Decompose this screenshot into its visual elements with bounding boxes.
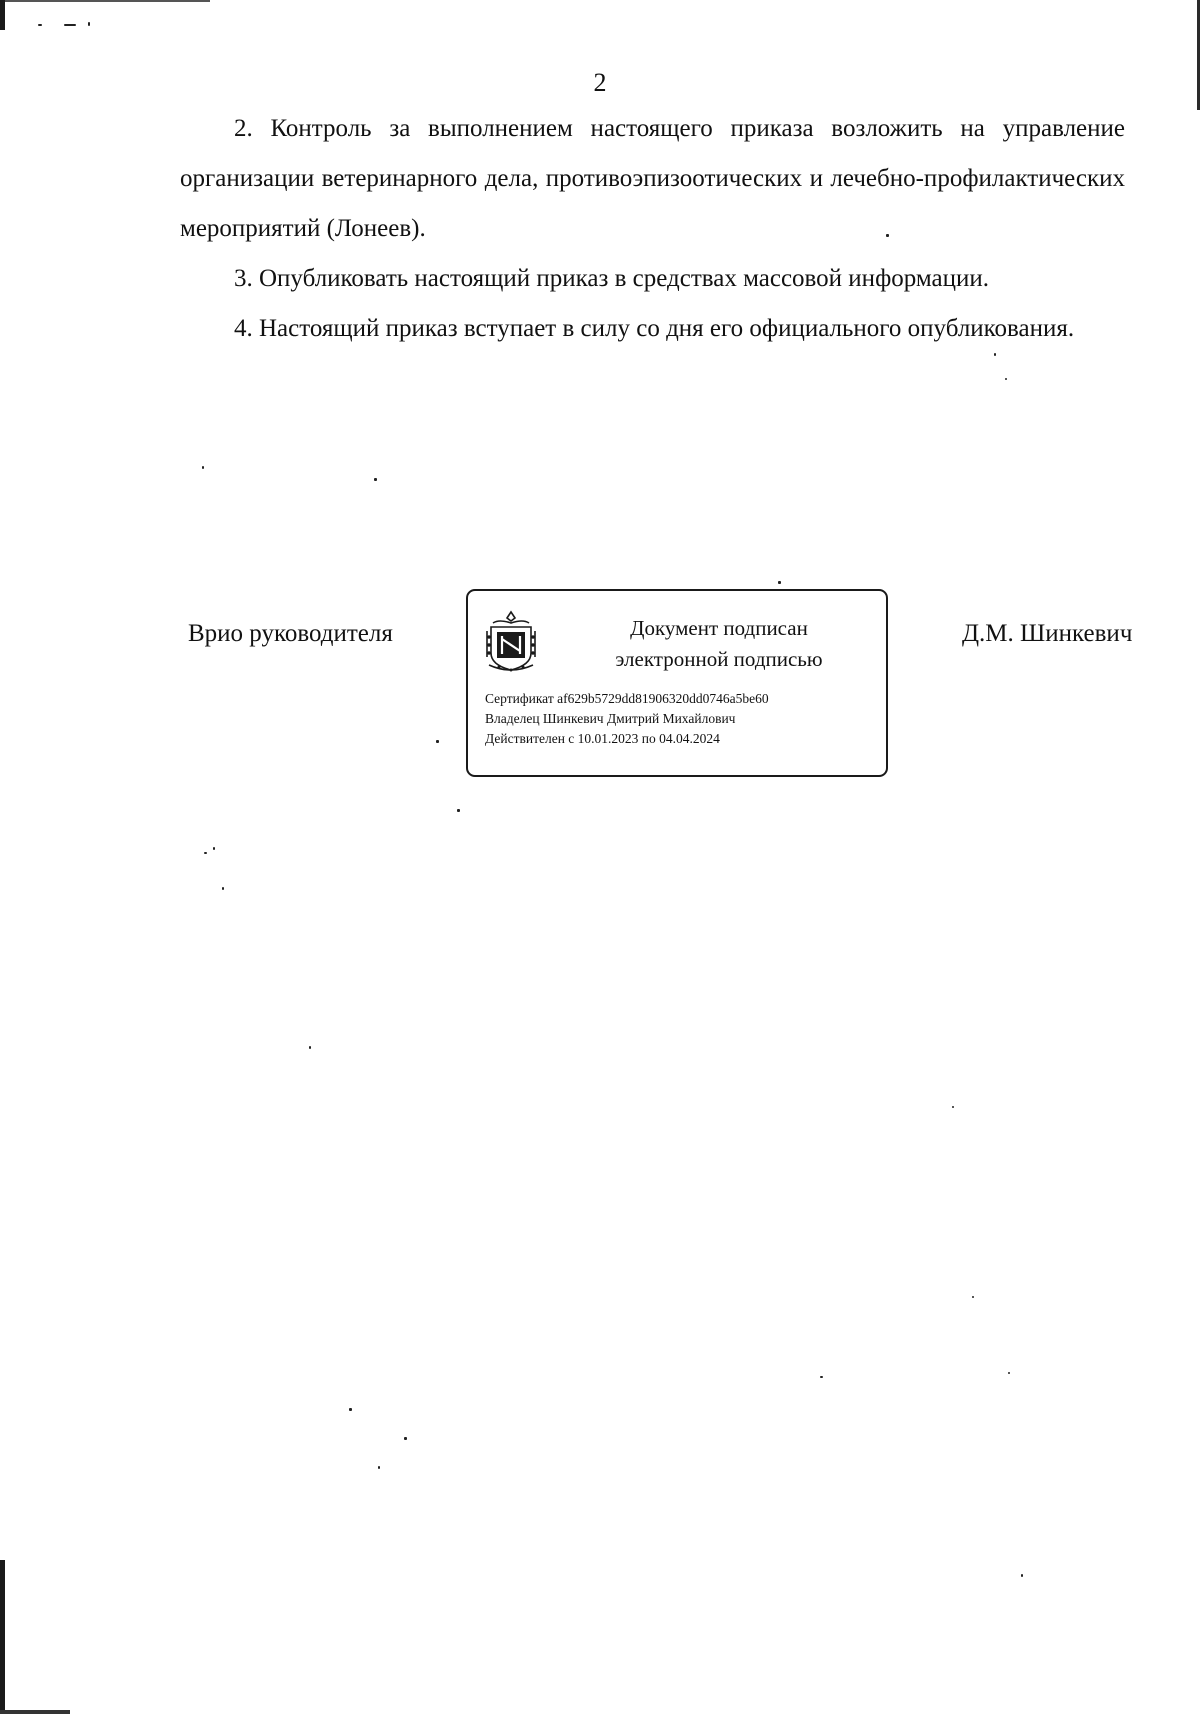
paragraph-effective: 4. Настоящий приказ вступает в силу со дня его официального опубликования. — [234, 315, 1075, 342]
signer-name: Д.М. Шинкевич — [962, 620, 1133, 647]
scan-speck — [88, 22, 90, 26]
scan-speck — [374, 478, 377, 481]
scan-speck — [222, 887, 224, 890]
scan-speck — [436, 740, 439, 743]
stamp-details — [485, 689, 880, 749]
scan-edge-left — [0, 0, 5, 30]
scan-edge-bottom — [0, 1710, 70, 1714]
stamp-title — [560, 613, 878, 675]
scan-speck — [202, 466, 204, 469]
scan-speck — [213, 847, 215, 850]
scan-speck — [778, 581, 781, 584]
paragraph-control: 2. Контроль за выполнением настоящего приказа возложить на управление организации ветеринарного дела, противоэпизоотических и лечебно-профилактических мероприятий (Лонеев). — [180, 115, 1125, 242]
scan-speck — [457, 809, 460, 812]
stamp-validity: Действителен с 10.01.2023 по 04.04.2024 — [485, 731, 720, 746]
scan-speck — [972, 1296, 974, 1298]
stamp-title-line-1: Документ подписан — [630, 616, 808, 640]
scan-speck — [309, 1046, 311, 1049]
paragraph-publish: 3. Опубликовать настоящий приказ в средствах массовой информации. — [234, 265, 990, 292]
e-signature-stamp — [466, 589, 888, 777]
scan-speck — [38, 24, 42, 26]
page-number: 2 — [593, 68, 607, 97]
body-text — [180, 104, 1125, 354]
scan-edge-left-lower — [0, 1560, 5, 1714]
coat-of-arms-icon — [485, 609, 537, 673]
signer-role: Врио руководителя — [188, 620, 393, 647]
scan-speck — [404, 1437, 407, 1440]
scan-speck — [64, 24, 76, 26]
scan-speck — [204, 852, 207, 854]
scan-speck — [820, 1376, 823, 1378]
stamp-title-line-2: электронной подписью — [615, 647, 823, 671]
scan-speck — [1021, 1574, 1023, 1577]
scan-speck — [1008, 1372, 1010, 1374]
scan-speck — [952, 1106, 954, 1108]
scan-edge-top — [0, 0, 210, 2]
stamp-owner: Владелец Шинкевич Дмитрий Михайлович — [485, 711, 736, 726]
stamp-certificate: Сертификат af629b5729dd81906320dd0746a5be60 — [485, 691, 769, 706]
scan-speck — [1005, 378, 1007, 380]
scan-speck — [378, 1466, 380, 1469]
scan-speck — [349, 1408, 352, 1411]
